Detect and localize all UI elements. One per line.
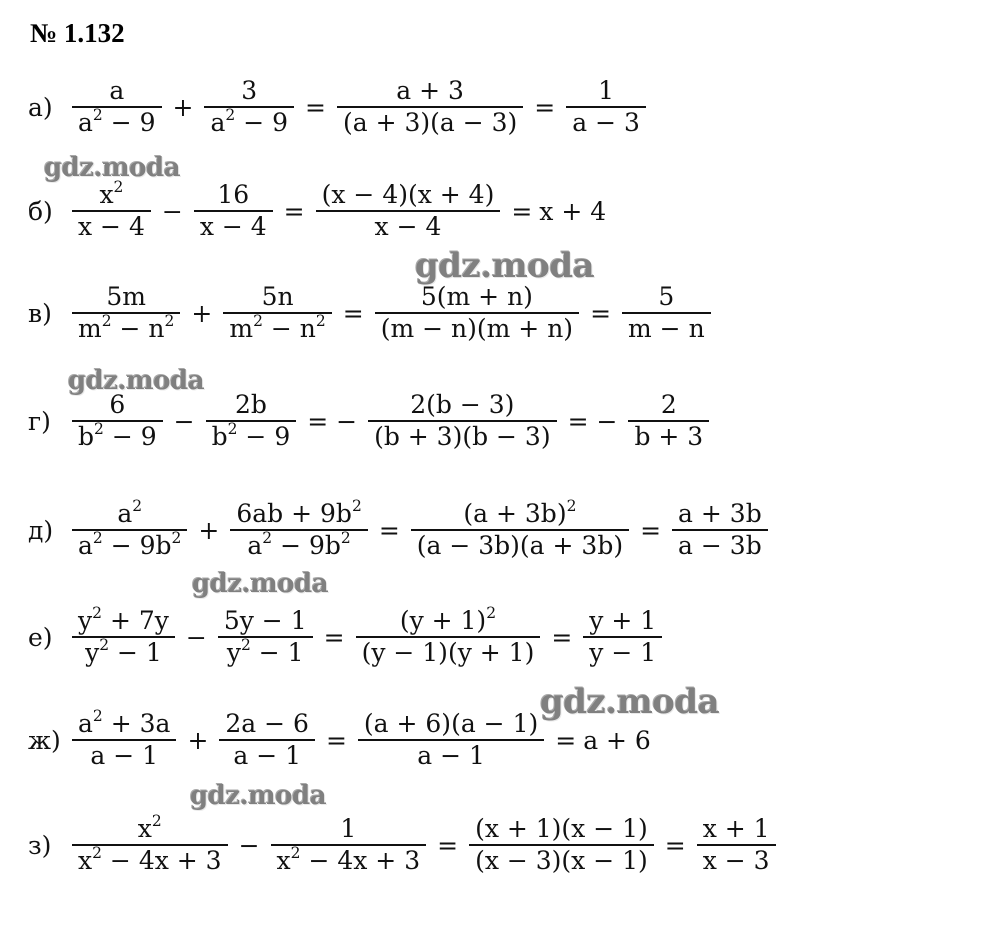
equation-row — [28, 268, 715, 358]
operator: = — [640, 515, 662, 545]
fraction — [72, 76, 162, 138]
numerator: 2 — [660, 390, 677, 419]
watermark: gdz.moda — [68, 366, 205, 396]
denominator: m − n — [628, 314, 705, 343]
numerator: $a^2$ — [117, 497, 143, 528]
operator: + — [187, 725, 209, 755]
expression: x + 4 — [539, 196, 607, 226]
fraction — [469, 814, 654, 876]
operator: + — [172, 92, 194, 122]
numerator: 3 — [241, 76, 258, 105]
fraction — [368, 390, 557, 452]
numerator: (x − 4)(x + 4) — [321, 180, 495, 209]
fraction — [375, 282, 579, 344]
denominator: (a − 3b)(a + 3b) — [416, 531, 624, 560]
watermark: gdz.moda — [415, 246, 595, 286]
equation-row — [28, 800, 780, 890]
denominator: $x^2 - 4x + 3$ — [276, 844, 421, 875]
operator: = — [551, 622, 573, 652]
operator: − — [173, 406, 195, 436]
watermark: gdz.moda — [44, 153, 181, 183]
denominator: $b^2 - 9$ — [211, 420, 291, 451]
fraction — [72, 282, 180, 344]
expression: a + 6 — [583, 725, 651, 755]
numerator: (x + 1)(x − 1) — [475, 814, 648, 843]
denominator: b + 3 — [634, 422, 704, 451]
denominator: a − 1 — [233, 741, 301, 770]
equation-row — [28, 592, 666, 682]
operator: = — [325, 725, 347, 755]
operator: = − — [567, 406, 618, 436]
operator: = — [534, 92, 556, 122]
fraction — [628, 390, 709, 452]
operator: = — [664, 830, 686, 860]
denominator: $b^2 - 9$ — [78, 420, 157, 451]
operator: = — [378, 515, 400, 545]
item-label: е) — [28, 622, 53, 652]
numerator: $y^2 + 7y$ — [78, 604, 169, 635]
fraction — [271, 814, 427, 876]
equation-row — [28, 485, 772, 575]
item-label: б) — [28, 196, 53, 226]
numerator: (a + 6)(a − 1) — [363, 709, 539, 738]
denominator: x − 4 — [199, 212, 267, 241]
denominator: x − 4 — [78, 212, 145, 241]
numerator: $x^2$ — [137, 812, 162, 843]
denominator: $y^2 - 1$ — [85, 636, 162, 667]
numerator: 16 — [217, 180, 250, 209]
item-label: а) — [28, 92, 53, 122]
numerator: 5 — [658, 282, 675, 311]
fraction — [358, 709, 544, 771]
denominator: $x^2 - 4x + 3$ — [78, 844, 222, 875]
fraction — [622, 282, 711, 344]
numerator: $6ab + 9b^2$ — [236, 497, 362, 528]
denominator: (y − 1)(y + 1) — [361, 638, 535, 667]
fraction — [566, 76, 646, 138]
fraction — [72, 709, 176, 771]
denominator: (x − 3)(x − 1) — [475, 846, 648, 875]
denominator: (a + 3)(a − 3) — [342, 108, 518, 137]
problem-number-title: № 1.132 — [30, 18, 125, 48]
denominator: (b + 3)(b − 3) — [374, 422, 551, 451]
fraction — [230, 499, 367, 561]
fraction — [218, 606, 313, 668]
numerator: a — [109, 76, 125, 105]
fraction — [337, 76, 523, 138]
numerator: y + 1 — [589, 606, 657, 635]
operator: = — [305, 92, 326, 122]
numerator: 2b — [234, 390, 267, 419]
denominator: $a^2 - 9b^2$ — [247, 529, 351, 560]
operator: = — [283, 196, 305, 226]
fraction — [672, 499, 768, 561]
operator: = — [323, 622, 345, 652]
fraction — [72, 606, 175, 668]
fraction — [72, 180, 151, 242]
denominator: y − 1 — [589, 638, 657, 667]
denominator: a − 1 — [90, 741, 159, 770]
operator: = — [511, 196, 533, 226]
numerator: 2a − 6 — [225, 709, 309, 738]
fraction — [697, 814, 776, 876]
denominator: a − 3 — [572, 108, 640, 137]
numerator: a + 3b — [678, 499, 762, 528]
denominator: $a^2 - 9$ — [78, 106, 156, 137]
numerator: x + 1 — [702, 814, 770, 843]
numerator: 1 — [598, 76, 615, 105]
operator: = — [555, 725, 577, 755]
numerator: $(y + 1)^2$ — [399, 604, 497, 635]
fraction — [72, 390, 163, 452]
item-label: в) — [28, 298, 52, 328]
numerator: 5n — [261, 282, 294, 311]
operator: = — [437, 830, 459, 860]
fraction — [194, 180, 273, 242]
operator: − — [161, 196, 183, 226]
equation-row — [28, 62, 650, 152]
denominator: a − 3b — [678, 531, 762, 560]
fraction — [223, 282, 331, 344]
fraction — [72, 814, 228, 876]
denominator: $y^2 - 1$ — [226, 636, 304, 667]
numerator: 6 — [109, 390, 126, 419]
numerator: $a^2 + 3a$ — [78, 707, 171, 738]
operator: = — [342, 298, 364, 328]
operator: + — [191, 298, 213, 328]
operator: = — [590, 298, 612, 328]
numerator: $(a + 3b)^2$ — [463, 497, 577, 528]
operator: − — [238, 830, 260, 860]
operator: + — [198, 515, 220, 545]
fraction — [206, 390, 297, 452]
item-label: ж) — [28, 725, 61, 755]
denominator: $m^2 - n^2$ — [229, 312, 326, 343]
fraction — [411, 499, 629, 561]
numerator: 5(m + n) — [420, 282, 533, 311]
item-label: д) — [28, 515, 54, 545]
fraction — [72, 499, 187, 561]
numerator: 5m — [106, 282, 147, 311]
fraction — [583, 606, 662, 668]
numerator: 1 — [340, 814, 357, 843]
denominator: (m − n)(m + n) — [380, 314, 574, 343]
fraction — [204, 76, 294, 138]
numerator: $x^2$ — [99, 178, 124, 209]
item-label: г) — [28, 406, 51, 436]
denominator: x − 3 — [702, 846, 770, 875]
operator: − — [185, 622, 207, 652]
watermark: gdz.moda — [192, 569, 329, 599]
numerator: 2(b − 3) — [410, 390, 515, 419]
fraction — [316, 180, 501, 242]
watermark: gdz.moda — [190, 781, 327, 811]
operator: = − — [307, 406, 358, 436]
fraction — [219, 709, 315, 771]
denominator: $m^2 - n^2$ — [78, 312, 175, 343]
denominator: $a^2 - 9b^2$ — [78, 529, 182, 560]
denominator: a − 1 — [417, 741, 485, 770]
numerator: a + 3 — [396, 76, 464, 105]
denominator: $a^2 - 9$ — [210, 106, 289, 137]
watermark: gdz.moda — [540, 682, 720, 722]
item-label: з) — [28, 830, 52, 860]
numerator: 5y − 1 — [223, 606, 307, 635]
fraction — [356, 606, 541, 668]
denominator: x − 4 — [374, 212, 442, 241]
